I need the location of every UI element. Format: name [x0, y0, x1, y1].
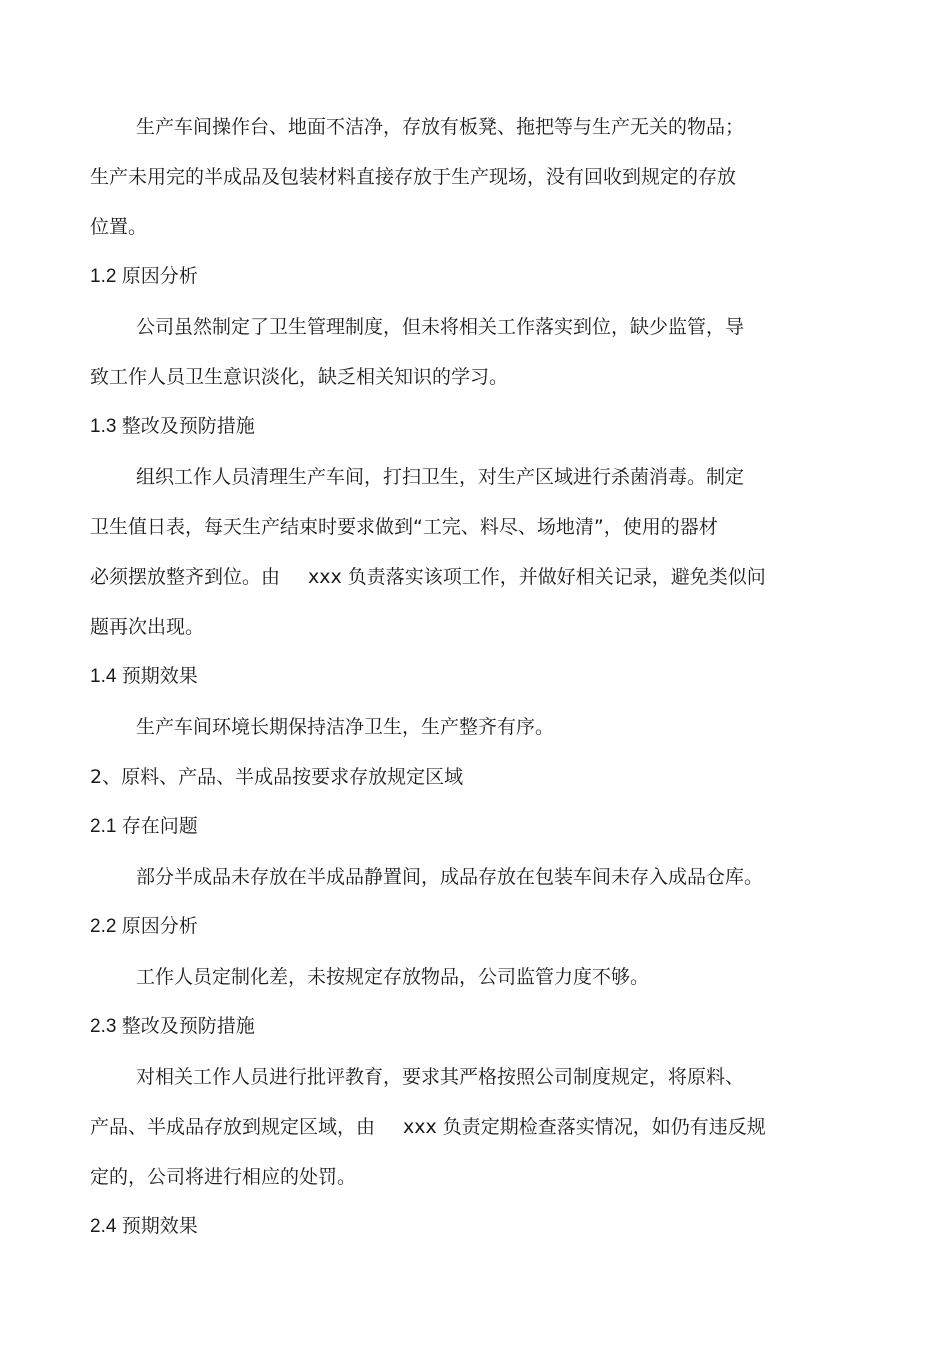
paragraph-line	[90, 1115, 766, 1139]
paragraph-line: 致工作人员卫生意识淡化，缺乏相关知识的学习。	[90, 366, 509, 388]
paragraph-line: 公司虽然制定了卫生管理制度，但未将相关工作落实到位，缺少监管，导	[136, 316, 745, 338]
paragraph-line: 部分半成品未存放在半成品静置间，成品存放在包装车间未存入成品仓库。	[136, 866, 764, 888]
paragraph-line	[90, 565, 766, 589]
paragraph-line: 卫生值日表，每天生产结束时要求做到“工完、料尽、场地清”，使用的器材	[90, 516, 718, 538]
paragraph-line: 生产未用完的半成品及包装材料直接存放于生产现场，没有回收到规定的存放	[90, 166, 737, 188]
section-heading: 2.3 整改及预防措施	[90, 1016, 255, 1037]
paragraph-line: 组织工作人员清理生产车间，打扫卫生，对生产区域进行杀菌消毒。制定	[136, 466, 745, 488]
paragraph-line: 工作人员定制化差，未按规定存放物品，公司监管力度不够。	[136, 966, 650, 988]
section-heading: 2.1 存在问题	[90, 816, 198, 837]
paragraph-line: 生产车间操作台、地面不洁净，存放有板凳、拖把等与生产无关的物品；	[136, 116, 745, 138]
section-heading: 2.4 预期效果	[90, 1216, 198, 1237]
paragraph-line: 题再次出现。	[90, 616, 205, 638]
section-heading: 1.2 原因分析	[90, 266, 198, 287]
paragraph-text: 产品、半成品存放到规定区域，由	[90, 1116, 376, 1138]
section-heading: 2.2 原因分析	[90, 916, 198, 937]
paragraph-line: 定的，公司将进行相应的处罚。	[90, 1166, 357, 1188]
paragraph-text: xxx 负责落实该项工作，并做好相关记录，避免类似问	[308, 566, 766, 588]
section-heading: 1.3 整改及预防措施	[90, 416, 255, 437]
paragraph-line: 生产车间环境长期保持洁净卫生，生产整齐有序。	[136, 716, 555, 738]
section-heading: 2、原料、产品、半成品按要求存放规定区域	[90, 766, 464, 788]
paragraph-text: 必须摆放整齐到位。由	[90, 566, 281, 588]
paragraph-line: 对相关工作人员进行批评教育，要求其严格按照公司制度规定，将原料、	[136, 1066, 745, 1088]
paragraph-line: 位置。	[90, 216, 148, 238]
section-heading: 1.4 预期效果	[90, 666, 198, 687]
paragraph-text: xxx 负责定期检查落实情况，如仍有违反规	[403, 1116, 766, 1138]
